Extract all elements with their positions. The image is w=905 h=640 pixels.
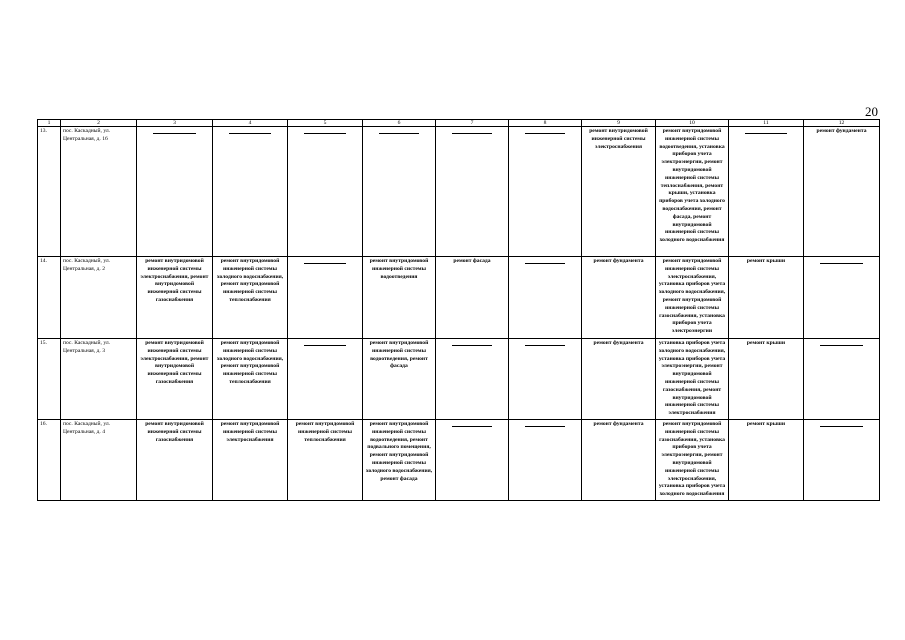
work-cell: ремонт внутридомовой инженерной системы электроснабжения, ремонт внутридомовой инженерной системы газоснабжения [137, 257, 213, 339]
empty-cell [729, 127, 804, 257]
column-header: 10 [656, 120, 729, 127]
work-cell: установка приборов учета холодного водоснабжения, установка приборов учета электроэнергии, ремонт внутридомовой инженерной системы газоснабжения, ремонт внутридомовой инженерной системы электроснабжения [656, 339, 729, 420]
dash-mark [820, 263, 863, 264]
work-cell: ремонт внутридомовой инженерной системы холодного водоснабжения, ремонт внутридомовой инженерной системы теплоснабжения [213, 257, 288, 339]
column-header: 8 [509, 120, 582, 127]
work-cell: ремонт внутридомовой инженерной системы водоотведения, ремонт подвального помещения, ремонт внутридомовой инженерной системы холодного водоснабжения, ремонт фасада [363, 419, 436, 500]
table-row [38, 257, 880, 339]
column-numbers-row [38, 120, 880, 127]
column-header: 9 [582, 120, 656, 127]
dash-mark [525, 426, 566, 427]
work-cell: ремонт фасада [436, 257, 509, 339]
dash-mark [304, 263, 346, 264]
dash-mark [820, 345, 863, 346]
empty-cell [137, 127, 213, 257]
work-cell: ремонт фундамента [582, 339, 656, 420]
work-cell: ремонт внутридомовой инженерной системы электроснабжения [213, 419, 288, 500]
work-cell: ремонт фундамента [804, 127, 880, 257]
address-cell: пос. Каскадный, ул. Центральная, д. 4 [61, 419, 137, 500]
dash-mark [153, 133, 196, 134]
column-header: 5 [288, 120, 363, 127]
column-header: 2 [61, 120, 137, 127]
empty-cell [804, 339, 880, 420]
work-cell: ремонт внутридомовой инженерной системы холодного водоснабжения, ремонт внутридомовой инженерной системы теплоснабжения [213, 339, 288, 420]
dash-mark [229, 133, 271, 134]
table-row [38, 419, 880, 500]
work-cell: ремонт фундамента [582, 257, 656, 339]
work-cell: ремонт внутридомовой инженерной системы электроснабжения, ремонт внутридомовой инженерной системы газоснабжения [137, 339, 213, 420]
table-row [38, 339, 880, 420]
row-number: 14. [38, 257, 61, 339]
dash-mark [304, 133, 346, 134]
table-row [38, 127, 880, 257]
address-cell: пос. Каскадный, ул. Центральная, д. 16 [61, 127, 137, 257]
row-number: 13. [38, 127, 61, 257]
work-cell: ремонт внутридомовой инженерной системы водоотведения, установка приборов учета электроэнергии, ремонт внутридомовой инженерной системы теплоснабжения, ремонт крыши, установка приборов учета холодного водоснабжения, ремонт фасада, ремонт внутридомовой инженерной системы холодного водоснабжения [656, 127, 729, 257]
page-number: 20 [865, 104, 878, 119]
column-header: 7 [436, 120, 509, 127]
dash-mark [452, 426, 493, 427]
empty-cell [288, 339, 363, 420]
work-cell: ремонт крыши [729, 257, 804, 339]
dash-mark [304, 345, 346, 346]
empty-cell [363, 127, 436, 257]
address-cell: пос. Каскадный, ул. Центральная, д. 3 [61, 339, 137, 420]
dash-mark [525, 263, 566, 264]
work-cell: ремонт фундамента [582, 419, 656, 500]
repair-schedule-table [37, 119, 880, 501]
column-header: 11 [729, 120, 804, 127]
empty-cell [804, 419, 880, 500]
row-number: 15. [38, 339, 61, 420]
dash-mark [525, 133, 566, 134]
empty-cell [804, 257, 880, 339]
empty-cell [436, 339, 509, 420]
work-cell: ремонт внутридомовой инженерной системы электроснабжения [582, 127, 656, 257]
empty-cell [509, 339, 582, 420]
work-cell: ремонт внутридомовой инженерной системы водоотведения [363, 257, 436, 339]
work-cell: ремонт внутридомовой инженерной системы водоотведения, ремонт фасада [363, 339, 436, 420]
empty-cell [436, 419, 509, 500]
dash-mark [745, 133, 787, 134]
work-cell: ремонт внутридомовой инженерной системы газоснабжения, установка приборов учета электроэнергии, ремонт внутридомовой инженерной системы электроснабжения, установка приборов учета холодного водоснабжения [656, 419, 729, 500]
empty-cell [509, 127, 582, 257]
empty-cell [509, 419, 582, 500]
empty-cell [213, 127, 288, 257]
column-header: 4 [213, 120, 288, 127]
work-cell: ремонт внутридомовой инженерной системы газоснабжения [137, 419, 213, 500]
work-cell: ремонт внутридомовой инженерной системы электроснабжения, установка приборов учета холодного водоснабжения, ремонт внутридомовой инженерной системы газоснабжения, установка приборов учета электроэнергии [656, 257, 729, 339]
dash-mark [379, 133, 420, 134]
column-header: 1 [38, 120, 61, 127]
empty-cell [288, 257, 363, 339]
work-cell: ремонт крыши [729, 419, 804, 500]
dash-mark [452, 133, 493, 134]
empty-cell [509, 257, 582, 339]
address-cell: пос. Каскадный, ул. Центральная, д. 2 [61, 257, 137, 339]
work-cell: ремонт крыши [729, 339, 804, 420]
dash-mark [452, 345, 493, 346]
column-header: 6 [363, 120, 436, 127]
dash-mark [820, 426, 863, 427]
dash-mark [525, 345, 566, 346]
empty-cell [436, 127, 509, 257]
empty-cell [288, 127, 363, 257]
column-header: 3 [137, 120, 213, 127]
row-number: 16. [38, 419, 61, 500]
work-cell: ремонт внутридомовой инженерной системы теплоснабжения [288, 419, 363, 500]
column-header: 12 [804, 120, 880, 127]
